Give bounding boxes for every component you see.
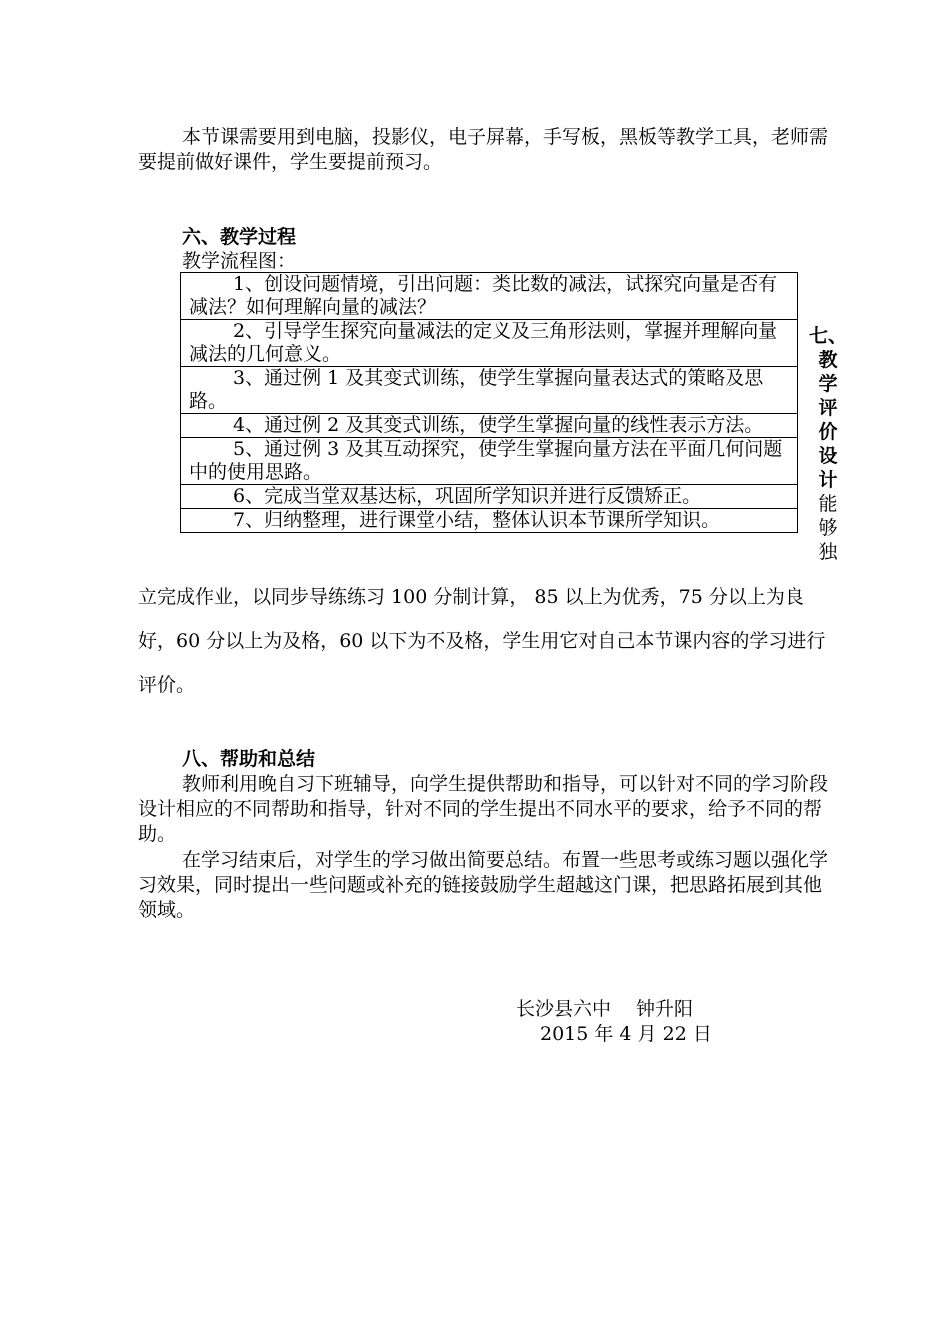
signature-author: 长沙县六中 钟升阳: [516, 998, 694, 1020]
signature-date: 2015 年 4 月 22 日: [540, 1023, 712, 1045]
section8-paragraph-2: 在学习结束后，对学生的学习做出简要总结。布置一些思考或练习题以强化学习效果，同时提出一些问题或补充的链接鼓励学生超越这门课，把思路拓展到其他领域。: [138, 849, 829, 921]
flow-step: 3、通过例 1 及其变式训练，使学生掌握向量表达式的策略及思路。: [181, 367, 798, 414]
flow-step: 5、通过例 3 及其互动探究，使学生掌握向量方法在平面几何问题中的使用思路。: [181, 438, 798, 485]
intro-paragraph: 本节课需要用到电脑，投影仪，电子屏幕，手写板，黑板等教学工具，老师需要提前做好课件，学生要提前预习。: [138, 126, 829, 173]
section8-heading: 八、帮助和总结: [182, 748, 316, 770]
vertical-char: 七、: [808, 325, 847, 347]
vertical-char: 评: [818, 397, 838, 419]
vertical-char: 教: [818, 349, 838, 371]
vertical-char: 能: [818, 493, 838, 515]
vertical-char: 够: [818, 517, 838, 539]
vertical-char: 设: [818, 445, 838, 467]
flow-step: 4、通过例 2 及其变式训练，使学生掌握向量的线性表示方法。: [181, 414, 798, 438]
flow-step: 6、完成当堂双基达标，巩固所学知识并进行反馈矫正。: [181, 485, 798, 509]
section7-body: 立完成作业，以同步导练练习 100 分制计算， 85 以上为优秀，75 分以上为良好，60 分以上为及格，60 以下为不及格，学生用它对自己本节课内容的学习进行评价。: [138, 586, 826, 696]
vertical-char: 价: [818, 421, 838, 443]
section8-paragraph-1: 教师利用晚自习下班辅导，向学生提供帮助和指导，可以针对不同的学习阶段设计相应的不同帮助和指导，针对不同的学生提出不同水平的要求，给予不同的帮助。: [138, 773, 829, 845]
section6-heading: 六、教学过程: [182, 226, 297, 248]
vertical-char: 独: [818, 541, 838, 563]
flow-chart-table: [180, 272, 798, 533]
section7-vertical-heading: [808, 324, 848, 564]
vertical-char: 计: [818, 469, 838, 491]
flow-step: 7、归纳整理，进行课堂小结，整体认识本节课所学知识。: [181, 509, 798, 533]
flow-step: 1、创设问题情境，引出问题：类比数的减法，试探究向量是否有减法？如何理解向量的减法？: [181, 273, 798, 320]
flow-chart-label: 教学流程图：: [182, 250, 297, 272]
flow-step: 2、引导学生探究向量减法的定义及三角形法则，掌握并理解向量减法的几何意义。: [181, 320, 798, 367]
vertical-char: 学: [818, 373, 838, 395]
